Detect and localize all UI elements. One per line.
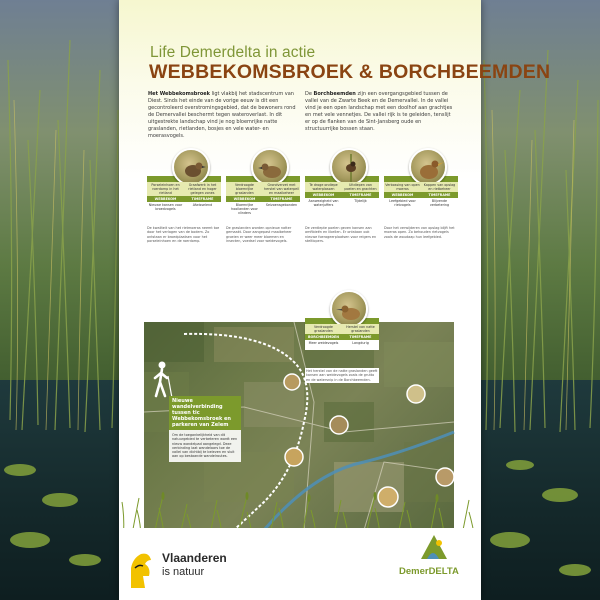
intro-right-text: zijn een overgangsgebied tussen de vallei van de Zwarte Beek en de Demervallei. In de vallei vind je een open landschap met een doolhof aan grachtjes en met vele vennetjes. De vallei rijk is te geleiden, tenslijt er op de flanken van de Sint-Jansberg oude en structuurrijke bossen staan. bbox=[305, 91, 453, 132]
card-header: TIMEFRAME bbox=[184, 196, 221, 202]
bird-photo bbox=[251, 148, 289, 186]
information-poster bbox=[119, 0, 551, 600]
card-problem: Porseleinhoen en roerdomp in het rietland bbox=[147, 182, 184, 196]
card-problem: Verbossing van open moeras bbox=[385, 183, 420, 191]
intro-right-bold: Borchbeemden bbox=[313, 91, 356, 97]
card-header: TIMEFRAME bbox=[342, 334, 379, 340]
bird-photo bbox=[330, 290, 368, 328]
intro-webbekomsbroek bbox=[148, 91, 298, 140]
card-header: WEBBEKOM bbox=[384, 192, 421, 198]
walking-route-text: Om de toegankelijkheid van dit natuurgebied te verbeteren wordt een nieuw wandelpad aangelegd. Deze verbinding laat wandelaars toe de vallei van dichtbij te beleven en sluit aan op bestaande wandelroutes. bbox=[169, 430, 241, 462]
intro-borchbeemden bbox=[305, 91, 455, 133]
card-result: Leefgebied voor rietvogels bbox=[384, 198, 421, 208]
card-period: Langdurig bbox=[342, 340, 379, 350]
card-problem: Verdroogde graslanden bbox=[305, 324, 342, 334]
intro-right-prefix: De bbox=[305, 91, 314, 97]
card-result: Meer weidevogels bbox=[305, 340, 342, 350]
card-period: Tijdelijk bbox=[342, 198, 379, 208]
card-period: Afwisselend bbox=[184, 202, 221, 212]
card-header: WEBBEKOM bbox=[305, 192, 342, 198]
bird-photo bbox=[330, 148, 368, 186]
card-text: De verdiepte poelen geven kansen aan amfibieën en libellen. Er ontstaan ook nieuwe foerageerplaatsen voor reigers en steltlopers. bbox=[305, 226, 377, 243]
card-text: Het herstel van de natte graslanden geeft kansen aan weidevogels zoals de grutto en de watersnip in de Borchbeemden. bbox=[306, 369, 378, 382]
intro-left-text: ligt vlakbij het stadscentrum van Diest. Sinds het einde van de vorige eeuw is dit een gecontroleerd overstromingsgebied, dat de bewoners rond de Demervallei beschermt tegen wateroverlast. In dit uitgestrekte landschap vind je nog bloemrijke natte graslanden, rietlanden, bosjes en vele water- en moerasvogels. bbox=[148, 91, 296, 139]
card-result: Nieuwe kansen voor broedvogels bbox=[148, 203, 183, 211]
card-header: TIMEFRAME bbox=[421, 192, 458, 198]
card-measure: Uitdiepen van poelen en grachten bbox=[342, 182, 379, 192]
walking-route-title: Nieuwe wandelverbinding tussen tic Webbekomsbroek en parkeren van Zelem bbox=[169, 396, 241, 430]
card-measure: Grondverzet met herstel van waterpeil en maaibeheer bbox=[264, 183, 299, 195]
card-text: Door het verwijderen van opslag blijft het moeras open. Zo behouden rietvogels zoals de woudaap hun leefgebied. bbox=[384, 226, 455, 239]
poster-subtitle: Life Demerdelta in actie bbox=[150, 44, 316, 61]
intro-left-bold: Het Webbekomsbroek bbox=[148, 91, 210, 97]
card-period: Seizoensgebonden bbox=[263, 202, 300, 216]
card-text: De graslanden worden opnieuw natter gemaakt. Door aangepast maaibeheer groeien er weer meer bloemen en insecten, voedsel voor weidevogels. bbox=[226, 226, 292, 243]
card-header: TIMEFRAME bbox=[263, 196, 300, 202]
card-text: De kwaliteit van het rietmoeras neemt toe door het verlagen van de bodem. Zo ontstaan er broedplaatsen voor het porseleinhoen en de roerdomp. bbox=[147, 226, 220, 243]
bird-photo bbox=[172, 148, 210, 186]
hiker-icon bbox=[151, 360, 175, 400]
poster-title: WEBBEKOMSBROEK & BORCHBEEMDEN bbox=[149, 61, 551, 83]
card-result: Aanwezigheid van waterjuffers bbox=[305, 198, 342, 208]
demerdelta-logo bbox=[419, 533, 449, 561]
walking-route-box bbox=[169, 396, 241, 462]
vlaanderen-name: Vlaanderen bbox=[162, 551, 227, 565]
card-header: WEBBEKOM bbox=[226, 196, 263, 202]
demerdelta-name: DemerDELTA bbox=[399, 566, 459, 577]
card-header: WEBBEKOM bbox=[147, 196, 184, 202]
bird-photo bbox=[409, 148, 447, 186]
card-period: Blijvende verbetering bbox=[421, 198, 458, 208]
card-header: BORCHBEEMDEN bbox=[305, 334, 342, 340]
card-measure: Kappen van opslag en rietbeheer bbox=[421, 182, 458, 192]
card-measure: Herstel van natte graslanden bbox=[342, 324, 379, 334]
vlaanderen-lion-logo bbox=[127, 548, 155, 592]
vlaanderen-subtitle: is natuur bbox=[162, 566, 205, 578]
card-measure: Graafwerk in het rietland en hoger gelegen zones bbox=[184, 182, 221, 196]
card-problem: Verdroogde bloemrijke graslanden bbox=[226, 182, 263, 196]
card-header: TIMEFRAME bbox=[342, 192, 379, 198]
card-result: Bloemrijke hooilanden voor vlinders bbox=[226, 202, 263, 216]
card-problem: Te droge ondiepe waterplassen bbox=[305, 182, 342, 192]
